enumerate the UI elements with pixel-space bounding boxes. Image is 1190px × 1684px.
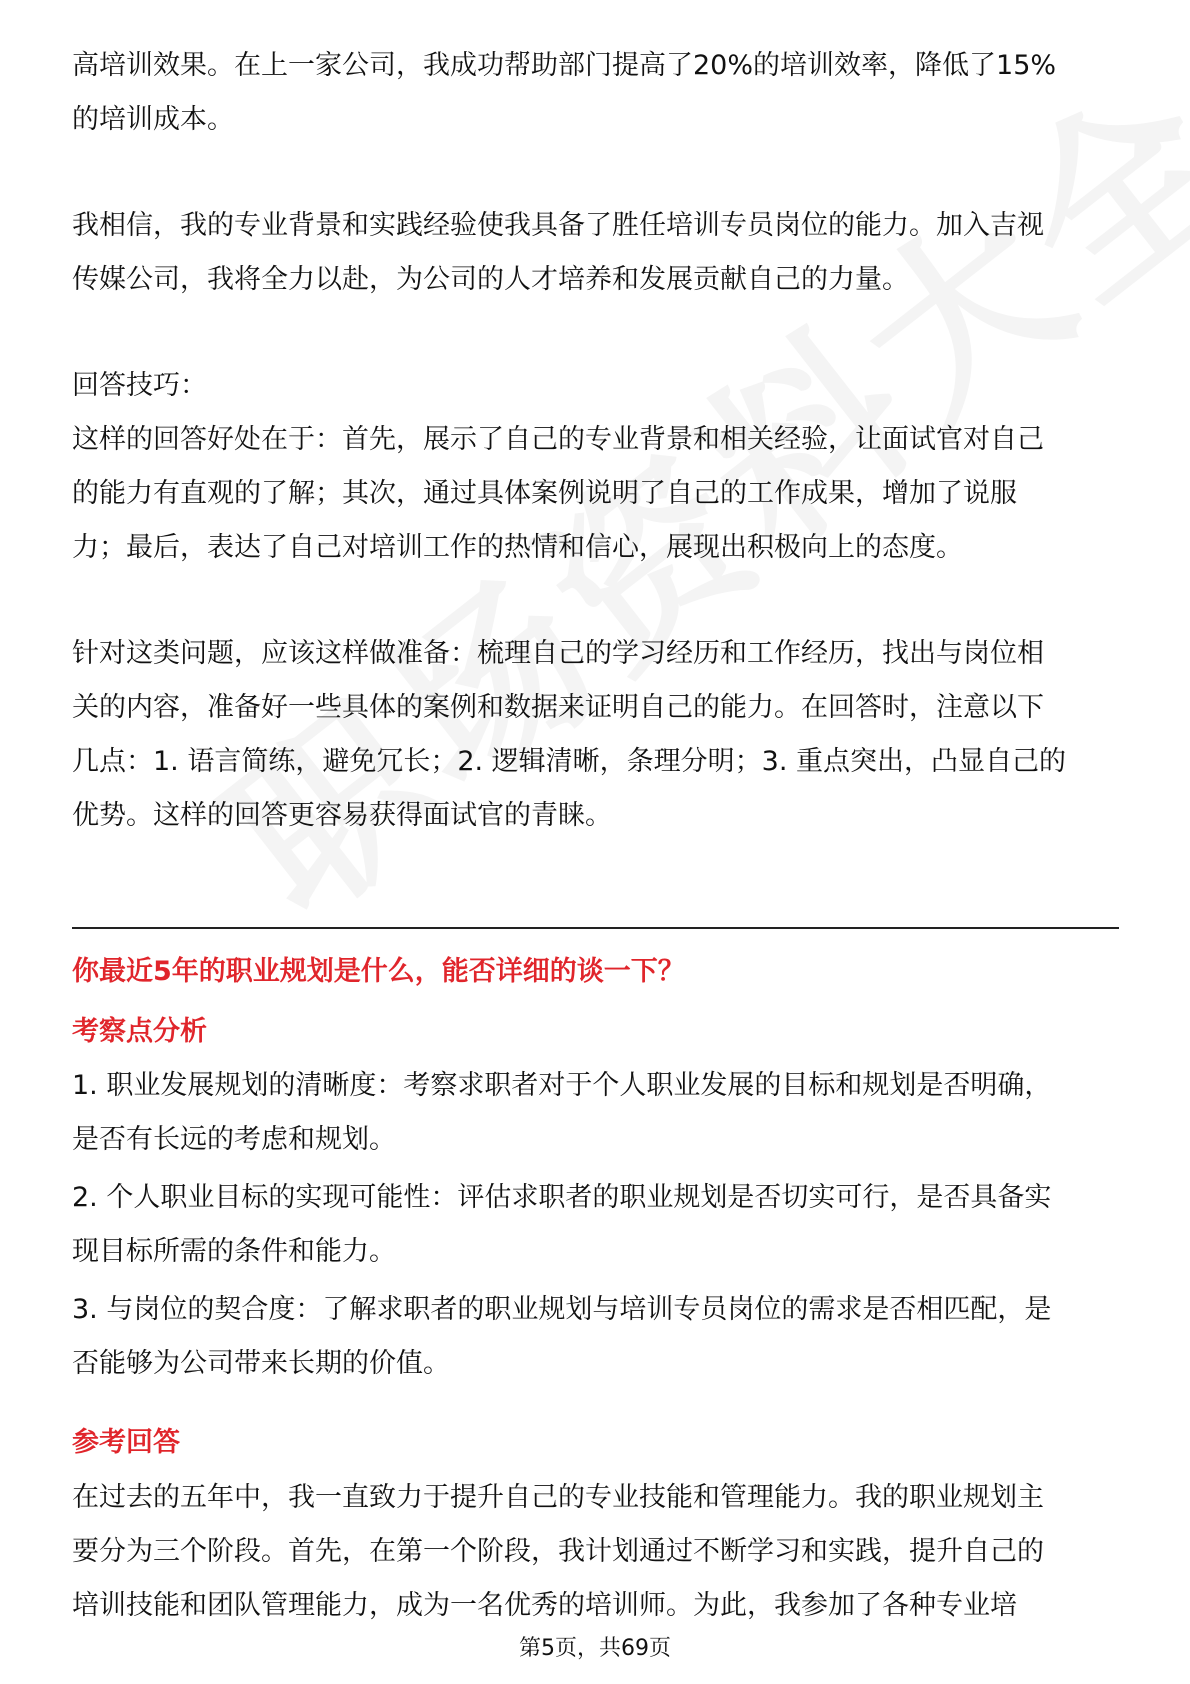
paragraph-line: 几点：1. 语言简练，避免冗长；2. 逻辑清晰，条理分明；3. 重点突出，凸显自己的 (72, 746, 1067, 777)
paragraph-line: 我相信，我的专业背景和实践经验使我具备了胜任培训专员岗位的能力。加入吉视 (72, 210, 1044, 241)
analysis-point: 2. 个人职业目标的实现可能性：评估求职者的职业规划是否切实可行，是否具备实 (72, 1182, 1052, 1213)
analysis-point: 是否有长远的考虑和规划。 (72, 1124, 396, 1155)
analysis-point: 3. 与岗位的契合度：了解求职者的职业规划与培训专员岗位的需求是否相匹配，是 (72, 1294, 1052, 1325)
answer-line: 在过去的五年中，我一直致力于提升自己的专业技能和管理能力。我的职业规划主 (72, 1482, 1044, 1513)
paragraph-line: 传媒公司，我将全力以赴，为公司的人才培养和发展贡献自己的力量。 (72, 264, 909, 295)
paragraph-line: 力；最后，表达了自己对培训工作的热情和信心，展现出积极向上的态度。 (72, 532, 963, 563)
analysis-heading: 考察点分析 (72, 1016, 207, 1047)
analysis-point: 现目标所需的条件和能力。 (72, 1236, 396, 1267)
page-number: 第5页，共69页 (519, 1636, 671, 1661)
paragraph-line: 的能力有直观的了解；其次，通过具体案例说明了自己的工作成果，增加了说服 (72, 478, 1017, 509)
paragraph-line: 的培训成本。 (72, 104, 234, 135)
paragraph-line: 优势。这样的回答更容易获得面试官的青睐。 (72, 800, 612, 831)
paragraph-line: 高培训效果。在上一家公司，我成功帮助部门提高了20%的培训效率，降低了15% (72, 50, 1057, 81)
question-title: 你最近5年的职业规划是什么，能否详细的谈一下？ (72, 956, 685, 987)
paragraph-line: 这样的回答好处在于：首先，展示了自己的专业背景和相关经验，让面试官对自己 (72, 424, 1044, 455)
analysis-point: 否能够为公司带来长期的价值。 (72, 1348, 450, 1379)
paragraph-line: 针对这类问题，应该这样做准备：梳理自己的学习经历和工作经历，找出与岗位相 (72, 638, 1044, 669)
tips-label: 回答技巧： (72, 370, 207, 401)
section-divider (72, 927, 1119, 929)
answer-line: 要分为三个阶段。首先，在第一个阶段，我计划通过不断学习和实践，提升自己的 (72, 1536, 1044, 1567)
answer-line: 培训技能和团队管理能力，成为一名优秀的培训师。为此，我参加了各种专业培 (72, 1590, 1017, 1621)
answer-heading: 参考回答 (72, 1427, 180, 1458)
paragraph-line: 关的内容，准备好一些具体的案例和数据来证明自己的能力。在回答时，注意以下 (72, 692, 1044, 723)
analysis-point: 1. 职业发展规划的清晰度：考察求职者对于个人职业发展的目标和规划是否明确， (72, 1070, 1052, 1101)
